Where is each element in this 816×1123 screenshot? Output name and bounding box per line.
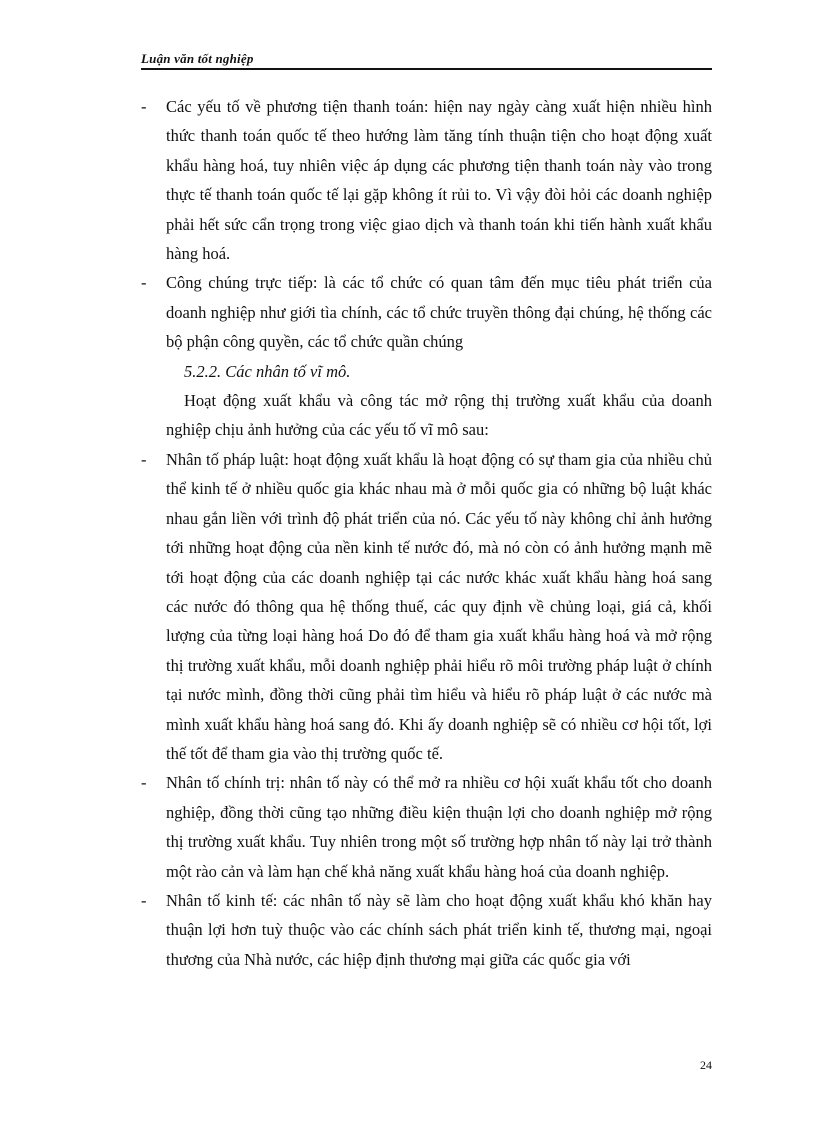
bullet-text: Nhân tố chính trị: nhân tố này có thể mở ra nhiều cơ hội xuất khẩu tốt cho doanh nghiệp, đồng thời cũng tạo những điều kiện thuận lợi cho doanh nghiệp mở rộng thị trường xuất khẩu. Tuy nhiên trong một số trường hợp nhân tố này lại trở thành một rào cản và làm hạn chế khả năng xuất khẩu hàng hoá của doanh nghiệp. [166,773,712,881]
section-subheading: 5.2.2. Các nhân tố vĩ mô. [184,361,351,381]
bullet-marker: - [141,890,147,910]
bullet-marker: - [141,97,147,116]
page-number: 24 [700,1058,712,1072]
bullet-economic-factor [141,886,712,974]
bullet-marker: - [141,449,147,469]
bullet-text: Nhân tố kinh tế: các nhân tố này sẽ làm cho hoạt động xuất khẩu khó khăn hay thuận lợi hơn tuỳ thuộc vào các chính sách phát triển kinh tế, thương mại, ngoại thương của Nhà nước, các hiệp định thương mại giữa các quốc gia với [166,890,712,969]
bullet-text: Nhân tố pháp luật: hoạt động xuất khẩu là hoạt động có sự tham gia của nhiều chủ thể kinh tế ở nhiều quốc gia khác nhau mà ở mỗi quốc gia có những bộ luật khác nhau gắn liền với trình độ phát triển của nó. Các yếu tố này không chỉ ảnh hưởng tới những hoạt động của nền kinh tế nước đó, mà nó còn có ảnh hưởng mạnh mẽ tới hoạt động của các doanh nghiệp tại các nước khác xuất khẩu hàng hoá sang các nước đó thông qua hệ thống thuế, các quy định về chủng loại, giá cả, khối lượng của từng loại hàng hoá Do đó để tham gia xuất khẩu hàng hoá và mở rộng thị trường xuất khẩu, mỗi doanh nghiệp phải hiểu rõ môi trường pháp luật ở chính tại nước mình, đồng thời cũng phải tìm hiểu và hiểu rõ pháp luật ở các nước mà mình xuất khẩu hàng hoá sang đó. Khi ấy doanh nghiệp sẽ có nhiều cơ hội tốt, lợi thế tốt để tham gia vào thị trường quốc tế. [166,449,712,763]
bullet-marker: - [141,773,147,793]
bullet-political-factor [141,768,712,886]
header-rule [141,68,712,70]
bullet-direct-public [141,268,712,356]
intro-paragraph [141,386,712,445]
bullet-payment-methods [141,92,712,268]
bullet-text: Công chúng trực tiếp: là các tổ chức có quan tâm đến mục tiêu phát triển của doanh nghiệp như giới tìa chính, các tổ chức truyền thông đại chúng, hệ thống các bộ phận công quyền, các tổ chức quần chúng [166,273,712,352]
bullet-marker: - [141,273,147,293]
bullet-legal-factor [141,445,712,768]
intro-text: Hoạt động xuất khẩu và công tác mở rộng thị trường xuất khẩu của doanh nghiệp chịu ảnh hưởng của các yếu tố vĩ mô sau: [166,391,712,440]
page-header [141,49,712,71]
document-body [141,92,712,974]
header-title: Luận văn tốt nghiệp [141,51,254,66]
bullet-text: Các yếu tố về phương tiện thanh toán: hiện nay ngày càng xuất hiện nhiều hình thức thanh toán quốc tế theo hướng làm tăng tính thuận tiện cho hoạt động xuất khẩu hàng hoá, tuy nhiên việc áp dụng các phương tiện thanh toán này vào trong thực tế thanh toán quốc tế lại gặp không ít rủi to. Vì vậy đòi hỏi các doanh nghiệp phải hết sức cẩn trọng trong việc giao dịch và thanh toán khi tiến hành xuất khẩu hàng hoá. [166,97,712,264]
